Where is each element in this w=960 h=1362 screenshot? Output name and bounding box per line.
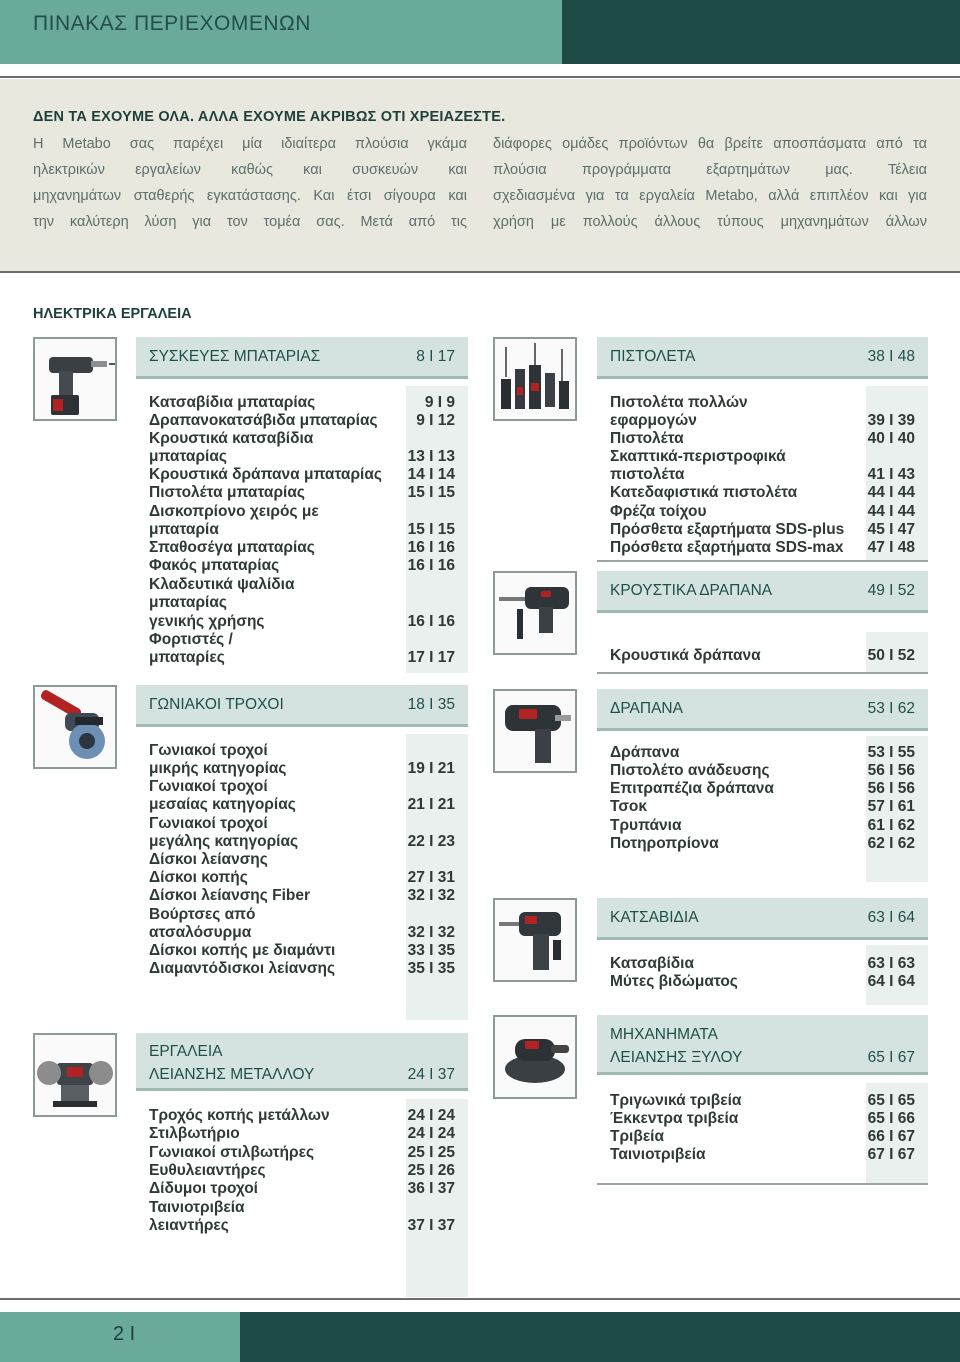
item-name: μπαταρίες	[149, 649, 225, 666]
item-pages: 64 I 64	[867, 973, 915, 990]
item-pages: 25 I 26	[407, 1162, 455, 1179]
category-pages: 63 I 64	[867, 909, 915, 926]
category-title: ΚΑΤΣΑΒΙΔΙΑ	[610, 909, 699, 926]
item-name: Σκαπτικά-περιστροφικά	[610, 448, 786, 465]
item-pages: 62 I 62	[867, 835, 915, 852]
category-title-line1: ΕΡΓΑΛΕΙΑ	[149, 1043, 223, 1060]
category-title: ΓΩΝΙΑΚΟΙ ΤΡΟΧΟΙ	[149, 696, 284, 713]
item-pages: 61 I 62	[867, 817, 915, 834]
item-name: Ποτηροπρίονα	[610, 835, 719, 852]
category-pages: 38 I 48	[867, 348, 915, 365]
category-header-wood-sanding[interactable]	[597, 1015, 928, 1075]
item-pages: 47 I 48	[867, 539, 915, 556]
item-pages: 50 I 52	[867, 647, 915, 664]
item-pages: 40 I 40	[867, 430, 915, 447]
intro-box	[0, 79, 960, 271]
divider	[597, 672, 928, 674]
item-pages: 63 I 63	[867, 955, 915, 972]
item-name: μεγάλης κατηγορίας	[149, 833, 299, 850]
item-pages: 53 I 55	[867, 744, 915, 761]
divider	[0, 76, 960, 78]
item-name: Κατεδαφιστικά πιστολέτα	[610, 484, 798, 501]
item-name: Επιτραπέζια δράπανα	[610, 780, 774, 797]
category-header-angle-grinders[interactable]	[136, 685, 468, 727]
category-header-rotary-hammers[interactable]	[597, 337, 928, 379]
item-name: Τριβεία	[610, 1128, 665, 1145]
item-pages: 24 I 24	[407, 1107, 455, 1124]
item-name: Κλαδευτικά ψαλίδια	[149, 576, 295, 593]
item-name: Ευθυλειαντήρες	[149, 1162, 266, 1179]
item-name: Πρόσθετα εξαρτήματα SDS-plus	[610, 521, 845, 538]
top-banner	[0, 0, 960, 64]
item-name: Στιλβωτήριο	[149, 1125, 240, 1142]
category-title: ΛΕΙΑΝΣΗΣ ΞΥΛΟΥ	[610, 1049, 743, 1066]
item-name: Μύτες βιδώματος	[610, 973, 738, 990]
item-pages: 57 I 61	[867, 798, 915, 815]
item-pages: 15 I 15	[407, 521, 455, 538]
item-name: Τσοκ	[610, 798, 648, 815]
item-name: Κρουστικά κατσαβίδια	[149, 430, 314, 447]
category-pages: 53 I 62	[867, 700, 915, 717]
item-pages: 37 I 37	[407, 1217, 455, 1234]
item-name: Πιστολέτα	[610, 430, 684, 447]
angle-grinder-image	[33, 685, 117, 769]
item-pages: 16 I 16	[407, 613, 455, 630]
intro-line: χρήση με πολλούς άλλους τύπους μηχανημάτων άλλων	[493, 214, 927, 230]
category-pages: 65 I 67	[867, 1049, 915, 1066]
item-pages: 56 I 56	[867, 780, 915, 797]
category-list-wood-sanding	[597, 1083, 928, 1185]
footer	[0, 1298, 960, 1362]
item-name: πιστολέτα	[610, 466, 685, 483]
item-name: Δίσκοι κοπής	[149, 869, 248, 886]
intro-line: διάφορες ομάδες προϊόντων θα βρείτε αποσπάσματα από τα	[493, 136, 927, 152]
sander-image	[493, 1015, 577, 1099]
item-name: Δίσκοι κοπής με διαμάντι	[149, 942, 336, 959]
category-pages: 8 I 17	[416, 348, 455, 365]
item-name: Έκκεντρα τριβεία	[610, 1110, 739, 1127]
item-name: μπαταρίας	[149, 594, 227, 611]
item-pages: 66 I 67	[867, 1128, 915, 1145]
item-pages: 25 I 25	[407, 1144, 455, 1161]
category-header-screwdrivers[interactable]	[597, 898, 928, 940]
category-header-battery[interactable]	[136, 337, 468, 379]
item-pages: 35 I 35	[407, 960, 455, 977]
item-name: Διαμαντόδισκοι λείανσης	[149, 960, 336, 977]
page-title: ΠΙΝΑΚΑΣ ΠΕΡΙΕΧΟΜΕΝΩΝ	[33, 12, 311, 35]
item-name: Κατσαβίδια μπαταρίας	[149, 394, 316, 411]
category-pages: 18 I 35	[407, 696, 455, 713]
item-name: Κρουστικά δράπανα	[610, 647, 761, 664]
category-pages: 49 I 52	[867, 582, 915, 599]
category-header-metal-grinding[interactable]	[136, 1033, 468, 1091]
item-pages: 44 I 44	[867, 484, 915, 501]
divider	[0, 1298, 960, 1300]
impact-drill-image	[493, 898, 577, 982]
item-pages: 14 I 14	[407, 466, 455, 483]
item-name: λειαντήρες	[149, 1217, 229, 1234]
hammer-drill-image	[493, 571, 577, 655]
item-name: Τρυπάνια	[610, 817, 682, 834]
category-list-rotary-hammers	[597, 386, 928, 562]
item-name: Φορτιστές /	[149, 631, 233, 648]
footer-right	[240, 1312, 960, 1362]
item-pages: 19 I 21	[407, 760, 455, 777]
category-list-drills	[597, 736, 928, 882]
item-name: Δίσκοι λείανσης Fiber	[149, 887, 311, 904]
item-pages: 17 I 17	[407, 649, 455, 666]
category-header-drills[interactable]	[597, 689, 928, 731]
page-number: 2 I	[113, 1323, 136, 1345]
divider	[0, 271, 960, 273]
item-name: Πιστολέτο ανάδευσης	[610, 762, 770, 779]
item-name: Βούρτσες από	[149, 906, 256, 923]
cordless-drill-image	[33, 337, 117, 421]
item-name: Δίσκοι λείανσης	[149, 851, 268, 868]
item-name: Πιστολέτα μπαταρίας	[149, 484, 305, 501]
item-name: Φρέζα τοίχου	[610, 503, 707, 520]
item-name: Γωνιακοί τροχοί	[149, 778, 268, 795]
item-name: Κατσαβίδια	[610, 955, 694, 972]
bench-grinder-image	[33, 1033, 117, 1117]
item-name: Τροχός κοπής μετάλλων	[149, 1107, 330, 1124]
item-name: Γωνιακοί στιλβωτήρες	[149, 1144, 315, 1161]
item-name: μπαταρίας	[149, 448, 227, 465]
item-name: Πιστολέτα πολλών	[610, 394, 748, 411]
item-pages: 65 I 66	[867, 1110, 915, 1127]
category-title: ΠΙΣΤΟΛΕΤΑ	[610, 348, 696, 365]
divider	[597, 560, 928, 562]
item-pages: 22 I 23	[407, 833, 455, 850]
intro-line: ηλεκτρικών εργαλείων καθώς και συσκευών και	[33, 162, 467, 178]
drill-image	[493, 689, 577, 773]
intro-column-right	[493, 131, 927, 235]
item-pages: 9 I 9	[424, 394, 455, 411]
item-name: Ταινιοτριβεία	[149, 1199, 245, 1216]
item-pages: 16 I 16	[407, 557, 455, 574]
item-pages: 32 I 32	[407, 924, 455, 941]
item-name: εφαρμογών	[610, 412, 697, 429]
item-name: Γωνιακοί τροχοί	[149, 815, 268, 832]
item-pages: 44 I 44	[867, 503, 915, 520]
top-banner-right	[562, 0, 960, 64]
intro-heading: ΔΕΝ ΤΑ ΕΧΟΥΜΕ ΟΛΑ. ΑΛΛΑ ΕΧΟΥΜΕ ΑΚΡΙΒΩΣ ΟΤΙ ΧΡΕΙΑΖΕΣΤΕ.	[33, 109, 506, 125]
intro-line: μηχανημάτων σταθερής εγκατάστασης. Και έτσι σίγουρα και	[33, 188, 467, 204]
item-pages: 39 I 39	[867, 412, 915, 429]
intro-line: σχεδιασμένα για τα εργαλεία Metabo, αλλά επιπλέον και για	[493, 188, 927, 204]
item-name: μπαταρία	[149, 521, 219, 538]
item-pages: 41 I 43	[867, 466, 915, 483]
item-name: ατσαλόσυρμα	[149, 924, 252, 941]
item-pages: 15 I 15	[407, 484, 455, 501]
item-pages: 24 I 24	[407, 1125, 455, 1142]
category-list-screwdrivers	[597, 945, 928, 1005]
category-list-hammer-drills	[597, 632, 928, 674]
item-name: Δισκοπρίονο χειρός με	[149, 503, 319, 520]
item-pages: 67 I 67	[867, 1146, 915, 1163]
item-pages: 16 I 16	[407, 539, 455, 556]
item-name: μεσαίας κατηγορίας	[149, 796, 296, 813]
item-pages: 56 I 56	[867, 762, 915, 779]
category-title: ΚΡΟΥΣΤΙΚΑ ΔΡΑΠΑΝΑ	[610, 582, 773, 599]
category-list-metal-grinding	[136, 1099, 468, 1297]
item-pages: 13 I 13	[407, 448, 455, 465]
intro-line: πλούσια προγράμματα εξαρτημάτων μας. Τέλεια	[493, 162, 927, 178]
category-title: ΔΡΑΠΑΝΑ	[610, 700, 683, 717]
intro-line: Η Metabo σας παρέχει μία ιδιαίτερα πλούσια γκάμα	[33, 136, 467, 152]
item-name: γενικής χρήσης	[149, 613, 265, 630]
item-name: Δράπανα	[610, 744, 680, 761]
item-name: Τριγωνικά τριβεία	[610, 1092, 742, 1109]
item-pages: 21 I 21	[407, 796, 455, 813]
item-pages: 45 I 47	[867, 521, 915, 538]
rotary-hammers-image	[493, 337, 577, 421]
item-pages: 33 I 35	[407, 942, 455, 959]
category-list-battery	[136, 386, 468, 673]
item-name: Δραπανοκατσάβιδα μπαταρίας	[149, 412, 378, 429]
category-title: ΛΕΙΑΝΣΗΣ ΜΕΤΑΛΛΟΥ	[149, 1066, 315, 1083]
intro-column-left	[33, 131, 467, 235]
item-pages: 9 I 12	[416, 412, 455, 429]
item-name: Κρουστικά δράπανα μπαταρίας	[149, 466, 382, 483]
item-name: Γωνιακοί τροχοί	[149, 742, 268, 759]
item-pages: 27 I 31	[407, 869, 455, 886]
category-pages: 24 I 37	[407, 1066, 455, 1083]
item-pages: 36 I 37	[407, 1180, 455, 1197]
divider	[597, 1183, 928, 1185]
item-name: Σπαθοσέγα μπαταρίας	[149, 539, 315, 556]
item-pages: 32 I 32	[407, 887, 455, 904]
category-title: ΣΥΣΚΕΥΕΣ ΜΠΑΤΑΡΙΑΣ	[149, 348, 321, 365]
category-title-line1: ΜΗΧΑΝΗΜΑΤΑ	[610, 1026, 718, 1043]
intro-line: την καλύτερη λύση για τον τομέα σας. Μετά από τις	[33, 214, 467, 230]
category-header-hammer-drills[interactable]	[597, 571, 928, 613]
item-name: Δίδυμοι τροχοί	[149, 1180, 258, 1197]
item-name: μικρής κατηγορίας	[149, 760, 287, 777]
item-name: Πρόσθετα εξαρτήματα SDS-max	[610, 539, 844, 556]
category-list-angle-grinders	[136, 734, 468, 1020]
section-title: ΗΛΕΚΤΡΙΚΑ ΕΡΓΑΛΕΙΑ	[33, 306, 192, 322]
item-name: Φακός μπαταρίας	[149, 557, 280, 574]
item-name: Ταινιοτριβεία	[610, 1146, 706, 1163]
item-pages: 65 I 65	[867, 1092, 915, 1109]
